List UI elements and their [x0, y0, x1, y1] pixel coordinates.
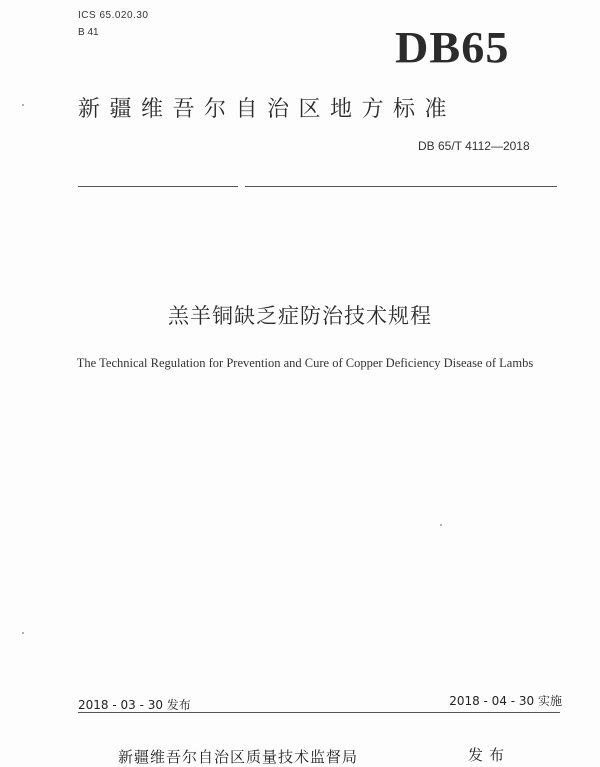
header-divider-right	[245, 186, 557, 187]
header-divider-left	[78, 186, 238, 187]
issue-date: 2018 - 03 - 30 发布	[78, 698, 191, 712]
implementation-date: 2018 - 04 - 30 实施	[449, 694, 562, 708]
document-title-english: The Technical Regulation for Prevention and Cure of Copper Deficiency Disease of Lambs	[76, 356, 534, 370]
scan-speck	[22, 632, 24, 634]
issue-action-label: 发布	[468, 746, 511, 764]
dates-divider	[78, 712, 560, 713]
scan-speck	[440, 524, 442, 526]
document-title-chinese: 羔羊铜缺乏症防治技术规程	[168, 304, 432, 328]
standard-number: DB 65/T 4112—2018	[418, 139, 530, 153]
standard-type-heading: 新疆维吾尔自治区地方标准	[78, 97, 457, 122]
db65-logo: DB65	[395, 23, 510, 72]
scan-speck	[22, 104, 24, 106]
issuing-authority: 新疆维吾尔自治区质量技术监督局	[118, 748, 359, 766]
ics-code: ICS 65.020.30	[78, 10, 149, 21]
ccs-code: B 41	[78, 27, 99, 38]
